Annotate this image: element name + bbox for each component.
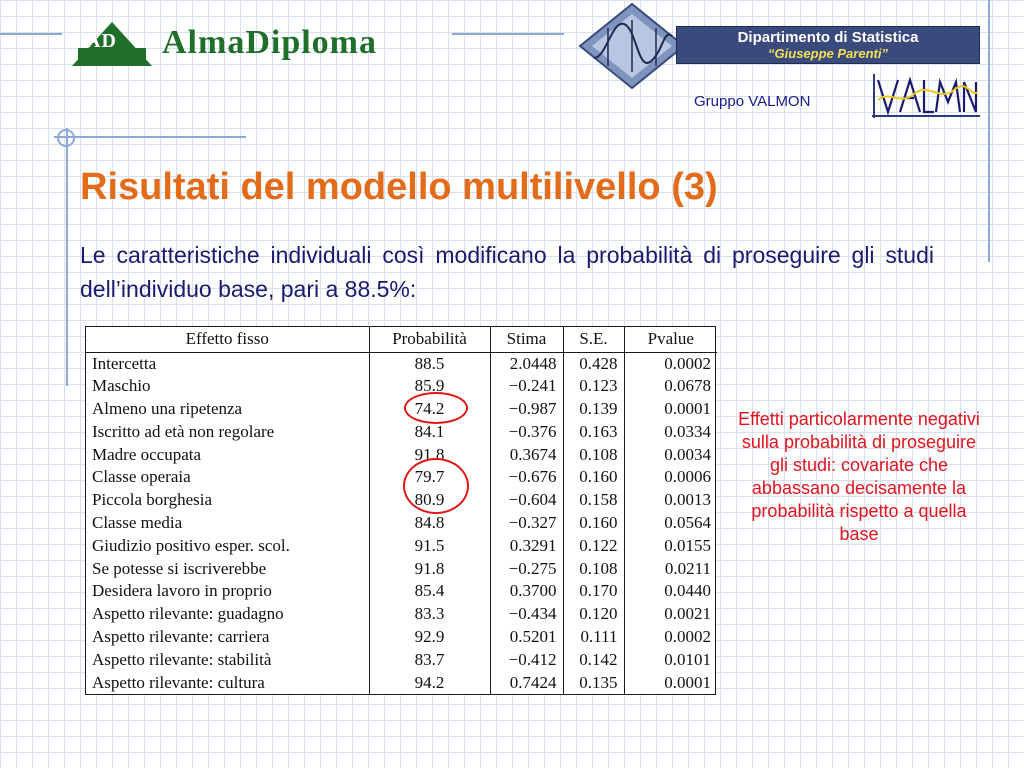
table-row xyxy=(86,443,717,466)
cell-probability: 88.5 xyxy=(369,352,490,375)
table-row xyxy=(86,466,717,489)
department-emblem-icon xyxy=(572,0,692,92)
department-banner xyxy=(676,26,980,64)
header-pvalue: Pvalue xyxy=(624,327,717,352)
side-note: Effetti particolarmente negativi sulla probabilità di proseguire gli studi: covariate che abbassano decisamente la probabilità rispetto a quella base xyxy=(738,409,980,544)
table-row xyxy=(86,603,717,626)
cell-probability: 80.9 xyxy=(369,489,490,512)
cell-pvalue: 0.0001 xyxy=(664,672,711,692)
decor-line-horizontal-left xyxy=(54,136,246,138)
cell-pvalue: 0.0002 xyxy=(664,626,711,646)
cell-effect: Se potesse si iscriverebbe xyxy=(86,557,369,580)
table-row xyxy=(86,489,717,512)
cell-se: 0.108 xyxy=(563,443,624,466)
decor-line-vertical-left xyxy=(66,128,68,386)
results-table xyxy=(85,326,716,695)
cell-estimate: 0.3674 xyxy=(490,443,563,466)
cell-se: 0.428 xyxy=(563,352,624,375)
cell-estimate: −0.604 xyxy=(490,489,563,512)
cell-estimate: −0.987 xyxy=(490,398,563,421)
cell-pvalue: 0.0101 xyxy=(664,649,711,669)
cell-pvalue: 0.0021 xyxy=(664,604,711,624)
cell-probability: 84.8 xyxy=(369,512,490,535)
cell-effect: Maschio xyxy=(86,375,369,398)
cell-estimate: 2.0448 xyxy=(490,352,563,375)
cell-estimate: −0.434 xyxy=(490,603,563,626)
table-row xyxy=(86,534,717,557)
cell-effect: Giudizio positivo esper. scol. xyxy=(86,534,369,557)
cell-probability: 94.2 xyxy=(369,671,490,694)
cell-effect: Almeno una ripetenza xyxy=(86,398,369,421)
cell-estimate: −0.327 xyxy=(490,512,563,535)
table-header-row xyxy=(86,327,717,352)
department-name: Dipartimento di Statistica xyxy=(737,29,919,46)
table-row xyxy=(86,580,717,603)
cell-effect: Classe media xyxy=(86,512,369,535)
cell-probability: 91.8 xyxy=(369,443,490,466)
cell-probability: 91.5 xyxy=(369,534,490,557)
intro-text: Le caratteristiche individuali così modificano la probabilità di proseguire gli studi dell’individuo base, pari a 88.5%: xyxy=(80,242,934,302)
cell-pvalue: 0.0002 xyxy=(664,353,711,373)
cell-se: 0.108 xyxy=(563,557,624,580)
cell-pvalue: 0.0001 xyxy=(664,398,711,418)
cell-pvalue: 0.0564 xyxy=(664,512,711,532)
header-probability: Probabilità xyxy=(369,327,490,352)
table-row xyxy=(86,671,717,694)
cell-probability: 74.2 xyxy=(369,398,490,421)
decor-line-top-left xyxy=(0,33,62,35)
cell-se: 0.158 xyxy=(563,489,624,512)
cell-probability: 83.7 xyxy=(369,648,490,671)
cell-effect: Classe operaia xyxy=(86,466,369,489)
header-estimate: Stima xyxy=(490,327,563,352)
cell-se: 0.120 xyxy=(563,603,624,626)
decor-crosshair-icon xyxy=(54,126,78,150)
cell-se: 0.160 xyxy=(563,512,624,535)
header-effect: Effetto fisso xyxy=(86,327,369,352)
cell-probability: 85.4 xyxy=(369,580,490,603)
almadiploma-logo xyxy=(70,16,450,72)
table-row xyxy=(86,648,717,671)
table-row xyxy=(86,352,717,375)
decor-line-top-mid xyxy=(452,33,564,35)
table-row xyxy=(86,626,717,649)
cell-effect: Iscritto ad età non regolare xyxy=(86,420,369,443)
cell-effect: Aspetto rilevante: stabilità xyxy=(86,648,369,671)
table-body xyxy=(86,352,717,694)
cell-estimate: −0.241 xyxy=(490,375,563,398)
table-row xyxy=(86,375,717,398)
cell-pvalue: 0.0155 xyxy=(664,535,711,555)
cell-effect: Aspetto rilevante: carriera xyxy=(86,626,369,649)
cell-se: 0.135 xyxy=(563,671,624,694)
almadiploma-badge-text: AD xyxy=(86,30,117,52)
slide-title: Risultati del modello multilivello (3) xyxy=(80,166,718,208)
group-label: Gruppo VALMON xyxy=(694,93,811,110)
cell-probability: 79.7 xyxy=(369,466,490,489)
cell-probability: 84.1 xyxy=(369,420,490,443)
cell-pvalue: 0.0006 xyxy=(664,467,711,487)
cell-probability: 83.3 xyxy=(369,603,490,626)
cell-se: 0.170 xyxy=(563,580,624,603)
cell-se: 0.160 xyxy=(563,466,624,489)
cell-effect: Aspetto rilevante: guadagno xyxy=(86,603,369,626)
cell-effect: Intercetta xyxy=(86,352,369,375)
cell-estimate: 0.3291 xyxy=(490,534,563,557)
cell-estimate: −0.376 xyxy=(490,420,563,443)
cell-pvalue: 0.0013 xyxy=(664,490,711,510)
table-row xyxy=(86,420,717,443)
cell-se: 0.139 xyxy=(563,398,624,421)
cell-se: 0.163 xyxy=(563,420,624,443)
cell-estimate: −0.676 xyxy=(490,466,563,489)
decor-line-vertical-right xyxy=(988,0,990,262)
cell-se: 0.123 xyxy=(563,375,624,398)
cell-probability: 85.9 xyxy=(369,375,490,398)
cell-estimate: 0.5201 xyxy=(490,626,563,649)
cell-effect: Desidera lavoro in proprio xyxy=(86,580,369,603)
header-se: S.E. xyxy=(563,327,624,352)
almadiploma-name: AlmaDiploma xyxy=(162,24,377,61)
cell-pvalue: 0.0034 xyxy=(664,444,711,464)
table-row xyxy=(86,398,717,421)
cell-pvalue: 0.0334 xyxy=(664,421,711,441)
cell-se: 0.122 xyxy=(563,534,624,557)
table-row xyxy=(86,512,717,535)
cell-effect: Madre occupata xyxy=(86,443,369,466)
cell-se: 0.111 xyxy=(563,626,624,649)
cell-pvalue: 0.0211 xyxy=(664,558,711,578)
table-row xyxy=(86,557,717,580)
valmon-logo-icon xyxy=(870,72,982,120)
cell-estimate: 0.3700 xyxy=(490,580,563,603)
cell-estimate: −0.275 xyxy=(490,557,563,580)
cell-effect: Aspetto rilevante: cultura xyxy=(86,671,369,694)
department-subtitle: “Giuseppe Parenti” xyxy=(768,46,888,61)
cell-probability: 91.8 xyxy=(369,557,490,580)
cell-se: 0.142 xyxy=(563,648,624,671)
cell-pvalue: 0.0440 xyxy=(664,581,711,601)
cell-probability: 92.9 xyxy=(369,626,490,649)
cell-pvalue: 0.0678 xyxy=(664,376,711,396)
cell-estimate: −0.412 xyxy=(490,648,563,671)
cell-effect: Piccola borghesia xyxy=(86,489,369,512)
cell-estimate: 0.7424 xyxy=(490,671,563,694)
